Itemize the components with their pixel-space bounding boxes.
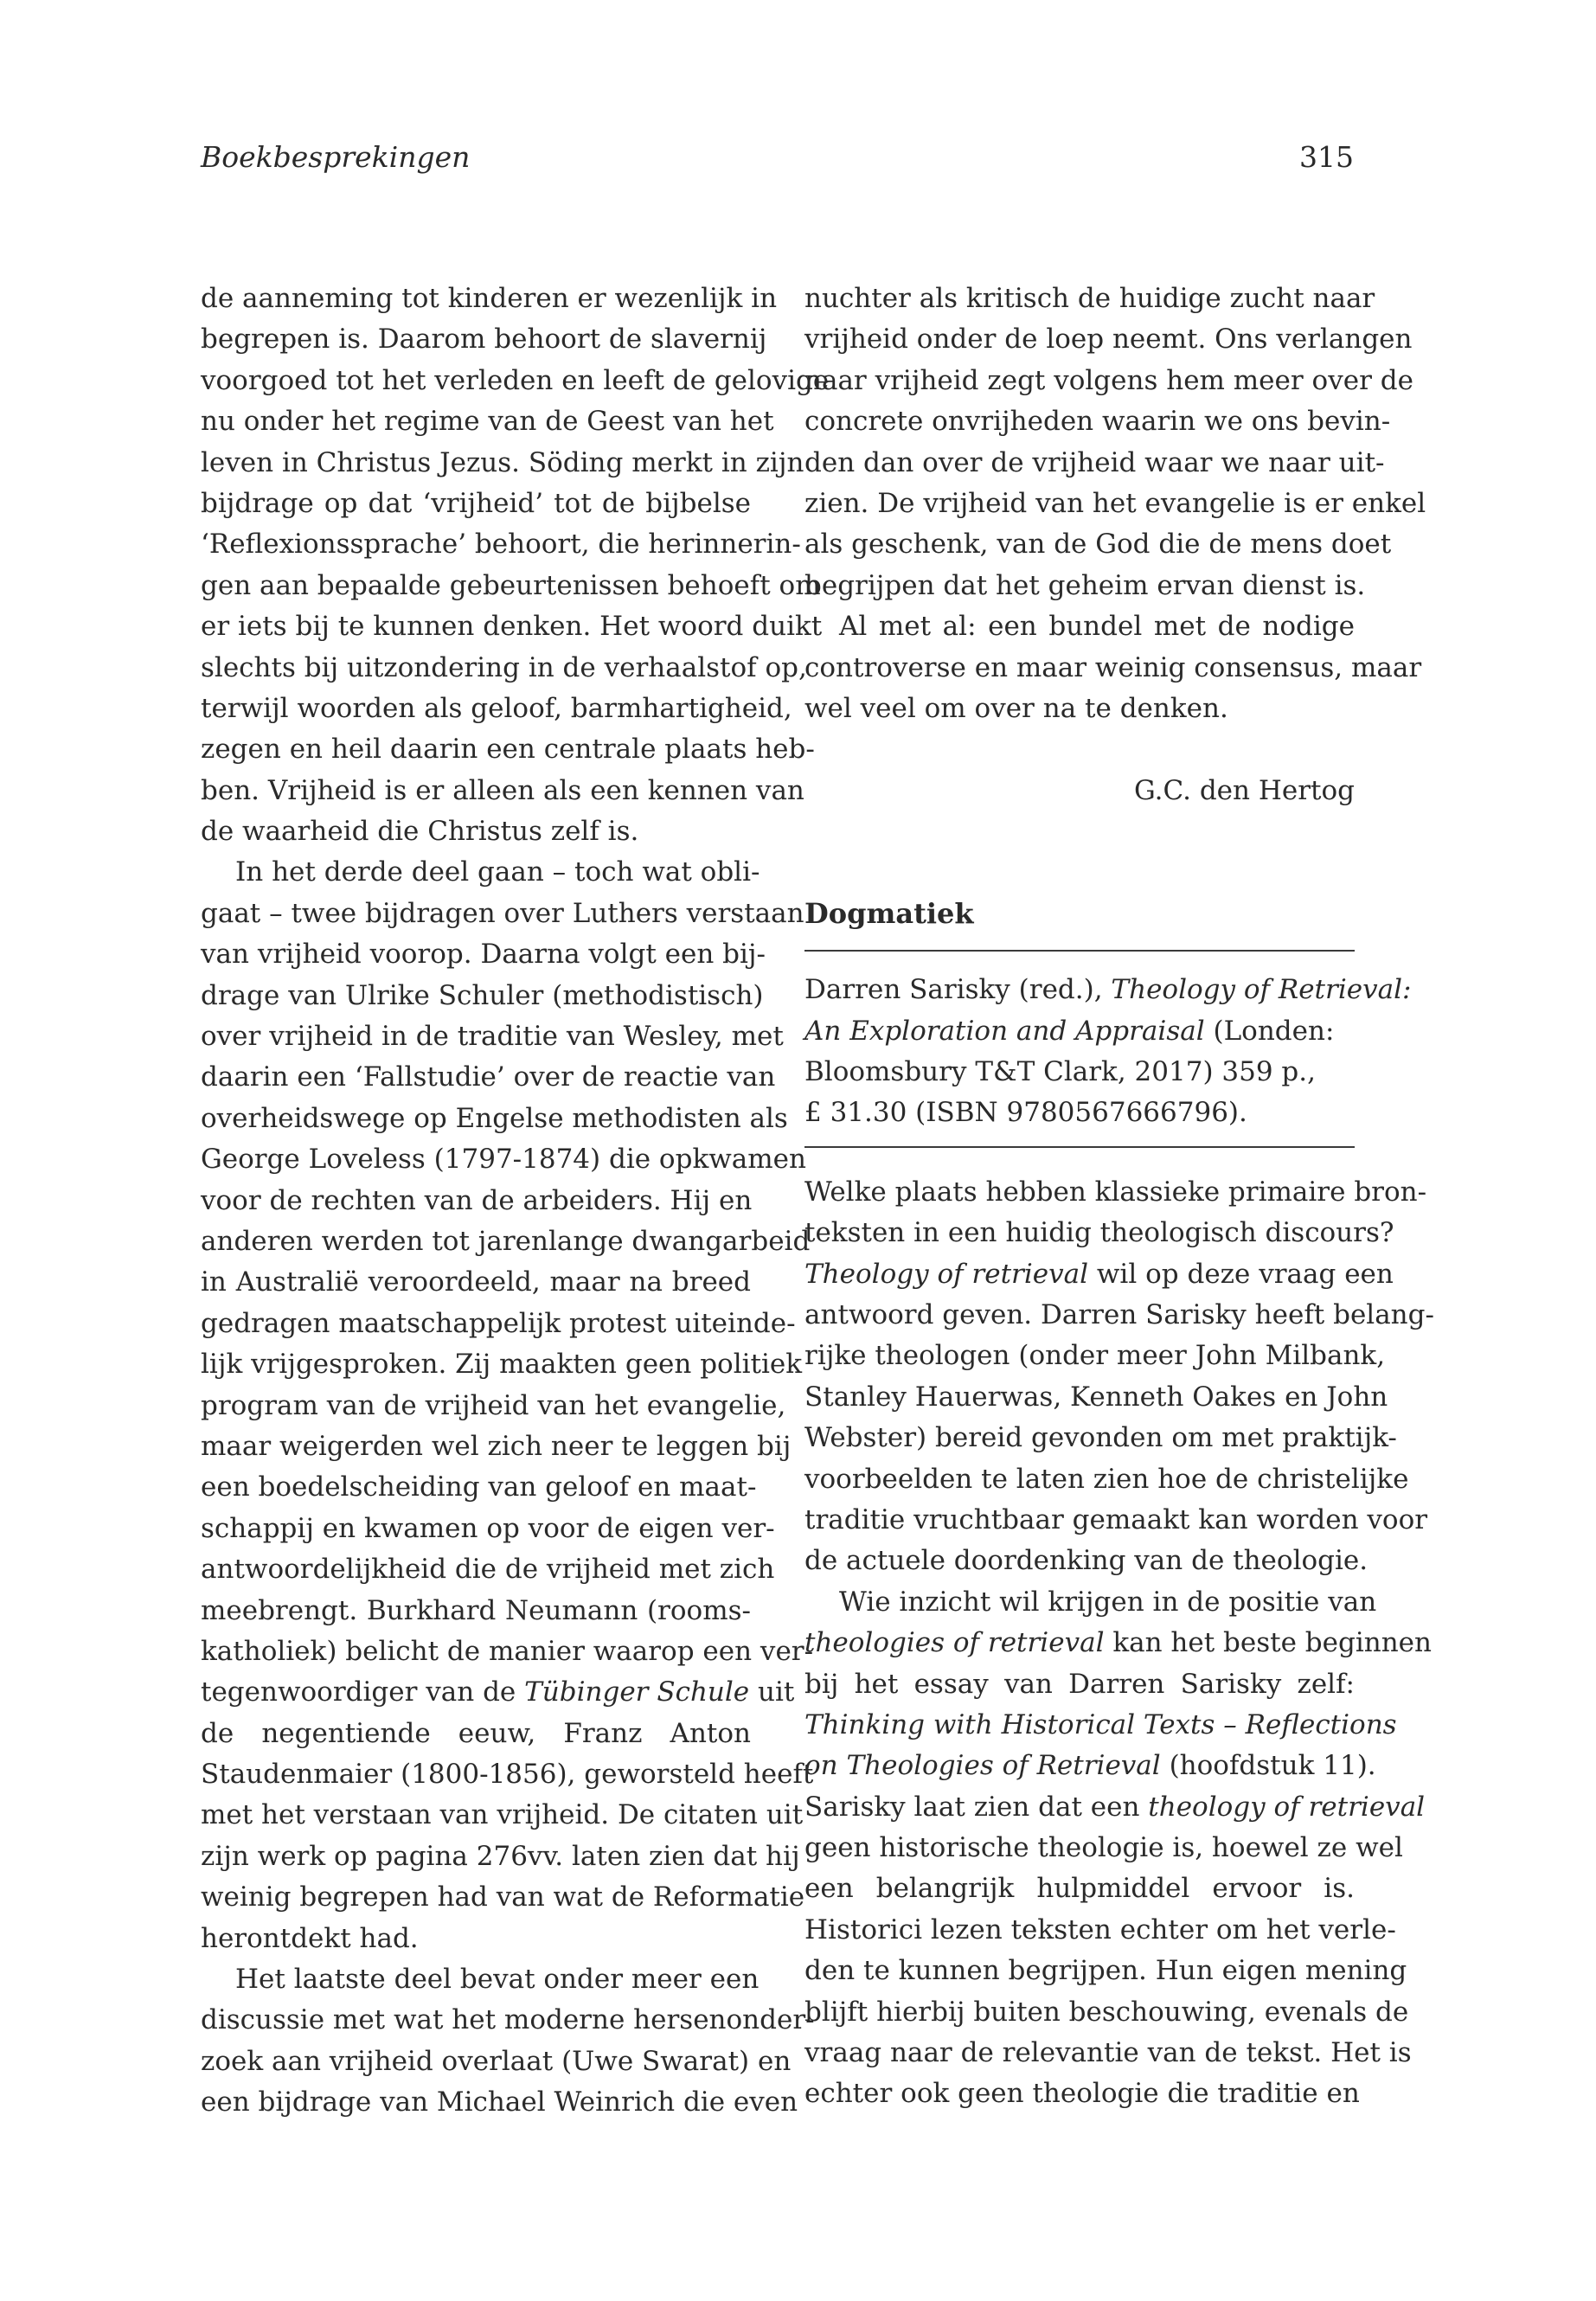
text-line	[804, 1705, 1397, 1746]
citation-author: Darren Sarisky (red.),	[804, 974, 1112, 1006]
text-fragment: tegenwoordiger van de	[201, 1676, 525, 1708]
text-line: zegen en heil daarin een centrale plaats heb-	[201, 734, 815, 766]
text-line: voorgoed tot het verleden en leeft de gelovige	[201, 364, 830, 396]
text-fragment: uit	[749, 1676, 795, 1708]
text-line: anderen werden tot jarenlange dwangarbeid	[201, 1225, 811, 1257]
text-line: den dan over de vrijheid waar we naar uit-	[804, 446, 1385, 478]
text-line: blijft hierbij buiten beschouwing, evenals de	[804, 1996, 1409, 2028]
text-line: een belangrijk hulpmiddel ervoor is.	[804, 1873, 1355, 1905]
text-line: katholiek) belicht de manier waarop een ver-	[201, 1635, 814, 1667]
page-number: 315	[1299, 140, 1354, 174]
text-line: als geschenk, van de God die de mens doet	[804, 529, 1392, 561]
text-line: traditie vruchtbaar gemaakt kan worden voor	[804, 1503, 1428, 1535]
text-line: ben. Vrijheid is er alleen als een kennen van	[201, 774, 804, 806]
italic-term: theologies of retrieval	[804, 1627, 1105, 1659]
text-line: weinig begrepen had van wat de Reformatie	[201, 1881, 805, 1913]
text-line: Welke plaats hebben klassieke primaire bron-	[804, 1176, 1427, 1208]
text-line: herontdekt had.	[201, 1922, 419, 1954]
text-line: begrijpen dat het geheim ervan dienst is.	[804, 569, 1366, 601]
text-fragment: Sarisky laat zien dat een	[804, 1791, 1149, 1823]
text-line: gaat – twee bijdragen over Luthers verstaan	[201, 897, 804, 929]
text-line: lijk vrijgesproken. Zij maakten geen politiek	[201, 1349, 803, 1381]
text-line: rijke theologen (onder meer John Milbank,	[804, 1340, 1386, 1372]
text-line: er iets bij te kunnen denken. Het woord duikt	[201, 611, 823, 643]
text-fragment: kan het beste beginnen	[1104, 1627, 1432, 1659]
text-line: antwoordelijkheid die de vrijheid met zich	[201, 1554, 775, 1586]
reviewer-signature: G.C. den Hertog	[1133, 774, 1355, 806]
text-line: echter ook geen theologie die traditie en	[804, 2078, 1360, 2110]
text-line: Wie inzicht wil krijgen in de positie van	[839, 1586, 1377, 1618]
text-fragment: wil op deze vraag een	[1088, 1258, 1394, 1290]
italic-term: theology of retrieval	[1148, 1791, 1426, 1823]
citation-line	[804, 1011, 1355, 1052]
text-line: met het verstaan van vrijheid. De citaten uit	[201, 1799, 804, 1831]
italic-title: on Theologies of Retrieval	[804, 1750, 1161, 1782]
book-citation	[804, 970, 1412, 1134]
text-line-mixed	[804, 1787, 1426, 1828]
text-line: vraag naar de relevantie van de tekst. Het is	[804, 2037, 1412, 2069]
divider-bottom	[804, 1146, 1355, 1148]
running-title: Boekbesprekingen	[201, 140, 471, 174]
text-line: Al met al: een bundel met de nodige	[839, 611, 1355, 643]
spacer	[804, 811, 1355, 852]
text-line: zien. De vrijheid van het evangelie is er enkel	[804, 487, 1426, 519]
text-line-mixed	[804, 1254, 1394, 1295]
text-line: terwijl woorden als geloof, barmhartigheid,	[201, 692, 792, 724]
text-line-mixed	[804, 1746, 1376, 1786]
text-line: zoek aan vrijheid overlaat (Uwe Swarat) en	[201, 2045, 792, 2077]
text-line: in Australië veroordeeld, maar na breed	[201, 1266, 751, 1298]
text-line-mixed	[201, 1672, 795, 1713]
text-line: maar weigerden wel zich neer te leggen bij	[201, 1430, 792, 1462]
text-fragment: (hoofdstuk 11).	[1160, 1750, 1376, 1782]
text-line: geen historische theologie is, hoewel ze wel	[804, 1832, 1403, 1864]
text-line: naar vrijheid zegt volgens hem meer over de	[804, 364, 1413, 396]
right-column	[804, 279, 1434, 2115]
section-heading: Dogmatiek	[804, 896, 974, 930]
text-line: discussie met wat het moderne hersenonder-	[201, 2004, 815, 2036]
text-line: zijn werk op pagina 276vv. laten zien dat hij	[201, 1840, 800, 1872]
text-line: program van de vrijheid van het evangelie,	[201, 1389, 786, 1421]
text-line: concrete onvrijheden waarin we ons bevin-	[804, 406, 1391, 438]
spacer	[804, 852, 1355, 893]
text-line: een bijdrage van Michael Weinrich die even	[201, 2086, 798, 2118]
text-line: controverse en maar weinig consensus, maar	[804, 651, 1422, 683]
text-line: de aanneming tot kinderen er wezenlijk in	[201, 283, 778, 314]
text-line: de actuele doordenking van de theologie.	[804, 1545, 1368, 1577]
text-line: over vrijheid in de traditie van Wesley, met	[201, 1021, 784, 1053]
text-line: teksten in een huidig theologisch discours?	[804, 1217, 1394, 1249]
italic-title: Thinking with Historical Texts – Reflections	[804, 1708, 1397, 1740]
text-line: nuchter als kritisch de huidige zucht naar	[804, 283, 1375, 314]
text-line: van vrijheid voorop. Daarna volgt een bij-	[201, 939, 766, 971]
text-line: meebrengt. Burkhard Neumann (rooms-	[201, 1594, 751, 1626]
text-line: George Loveless (1797-1874) die opkwamen	[201, 1144, 806, 1176]
divider-top	[804, 950, 1355, 952]
text-line: In het derde deel gaan – toch wat obli-	[235, 856, 760, 888]
spacer	[804, 729, 1355, 770]
citation-publisher: (Londen:	[1204, 1015, 1335, 1047]
text-line: Stanley Hauerwas, Kenneth Oakes en John	[804, 1381, 1388, 1413]
text-line: voorbeelden te laten zien hoe de christelijke	[804, 1463, 1409, 1495]
text-line: Staudenmaier (1800-1856), geworsteld heeft	[201, 1759, 814, 1791]
citation-line: Bloomsbury T&T Clark, 2017) 359 p.,	[804, 1056, 1316, 1088]
text-line: schappij en kwamen op voor de eigen ver-	[201, 1512, 775, 1544]
text-line: daarin een ‘Fallstudie’ over de reactie van	[201, 1061, 776, 1093]
text-line: Historici lezen teksten echter om het verle-	[804, 1913, 1396, 1945]
text-line: een boedelscheiding van geloof en maat-	[201, 1471, 757, 1503]
citation-line: £ 31.30 (ISBN 9780567666796).	[804, 1097, 1247, 1129]
citation-title: Theology of Retrieval:	[1111, 974, 1412, 1006]
text-line: Webster) bereid gevonden om met praktijk-	[804, 1422, 1397, 1454]
left-column	[201, 279, 830, 2124]
text-line: voor de rechten van de arbeiders. Hij en	[201, 1184, 753, 1216]
text-line: leven in Christus Jezus. Söding merkt in zijn	[201, 446, 804, 478]
text-line-mixed	[804, 1623, 1432, 1663]
text-line: bijdrage op dat ‘vrijheid’ tot de bijbelse	[201, 487, 751, 519]
citation-line	[804, 970, 1412, 1010]
text-line: Het laatste deel bevat onder meer een	[235, 1964, 760, 1996]
text-line: slechts bij uitzondering in de verhaalstof op,	[201, 651, 807, 683]
text-line: den te kunnen begrijpen. Hun eigen mening	[804, 1955, 1407, 1987]
text-line: vrijheid onder de loep neemt. Ons verlangen	[804, 324, 1413, 356]
italic-title: Tübinger Schule	[524, 1676, 750, 1708]
text-line: ‘Reflexionssprache’ behoort, die herinnerin-	[201, 529, 801, 561]
text-line: overheidswege op Engelse methodisten als	[201, 1102, 788, 1134]
text-line: begrepen is. Daarom behoort de slavernij	[201, 324, 767, 356]
text-line: nu onder het regime van de Geest van het	[201, 406, 774, 438]
text-line: antwoord geven. Darren Sarisky heeft belang-	[804, 1298, 1434, 1330]
citation-subtitle: An Exploration and Appraisal	[804, 1015, 1205, 1047]
italic-title: Theology of retrieval	[804, 1258, 1089, 1290]
text-line: gen aan bepaalde gebeurtenissen behoeft om	[201, 569, 821, 601]
text-line: bij het essay van Darren Sarisky zelf:	[804, 1668, 1355, 1700]
text-line: de waarheid die Christus zelf is.	[201, 816, 639, 848]
text-line: de negentiende eeuw, Franz Anton	[201, 1717, 751, 1749]
text-line: wel veel om over na te denken.	[804, 692, 1228, 724]
text-line: drage van Ulrike Schuler (methodistisch)	[201, 979, 764, 1011]
text-line: gedragen maatschappelijk protest uiteinde-	[201, 1307, 796, 1339]
